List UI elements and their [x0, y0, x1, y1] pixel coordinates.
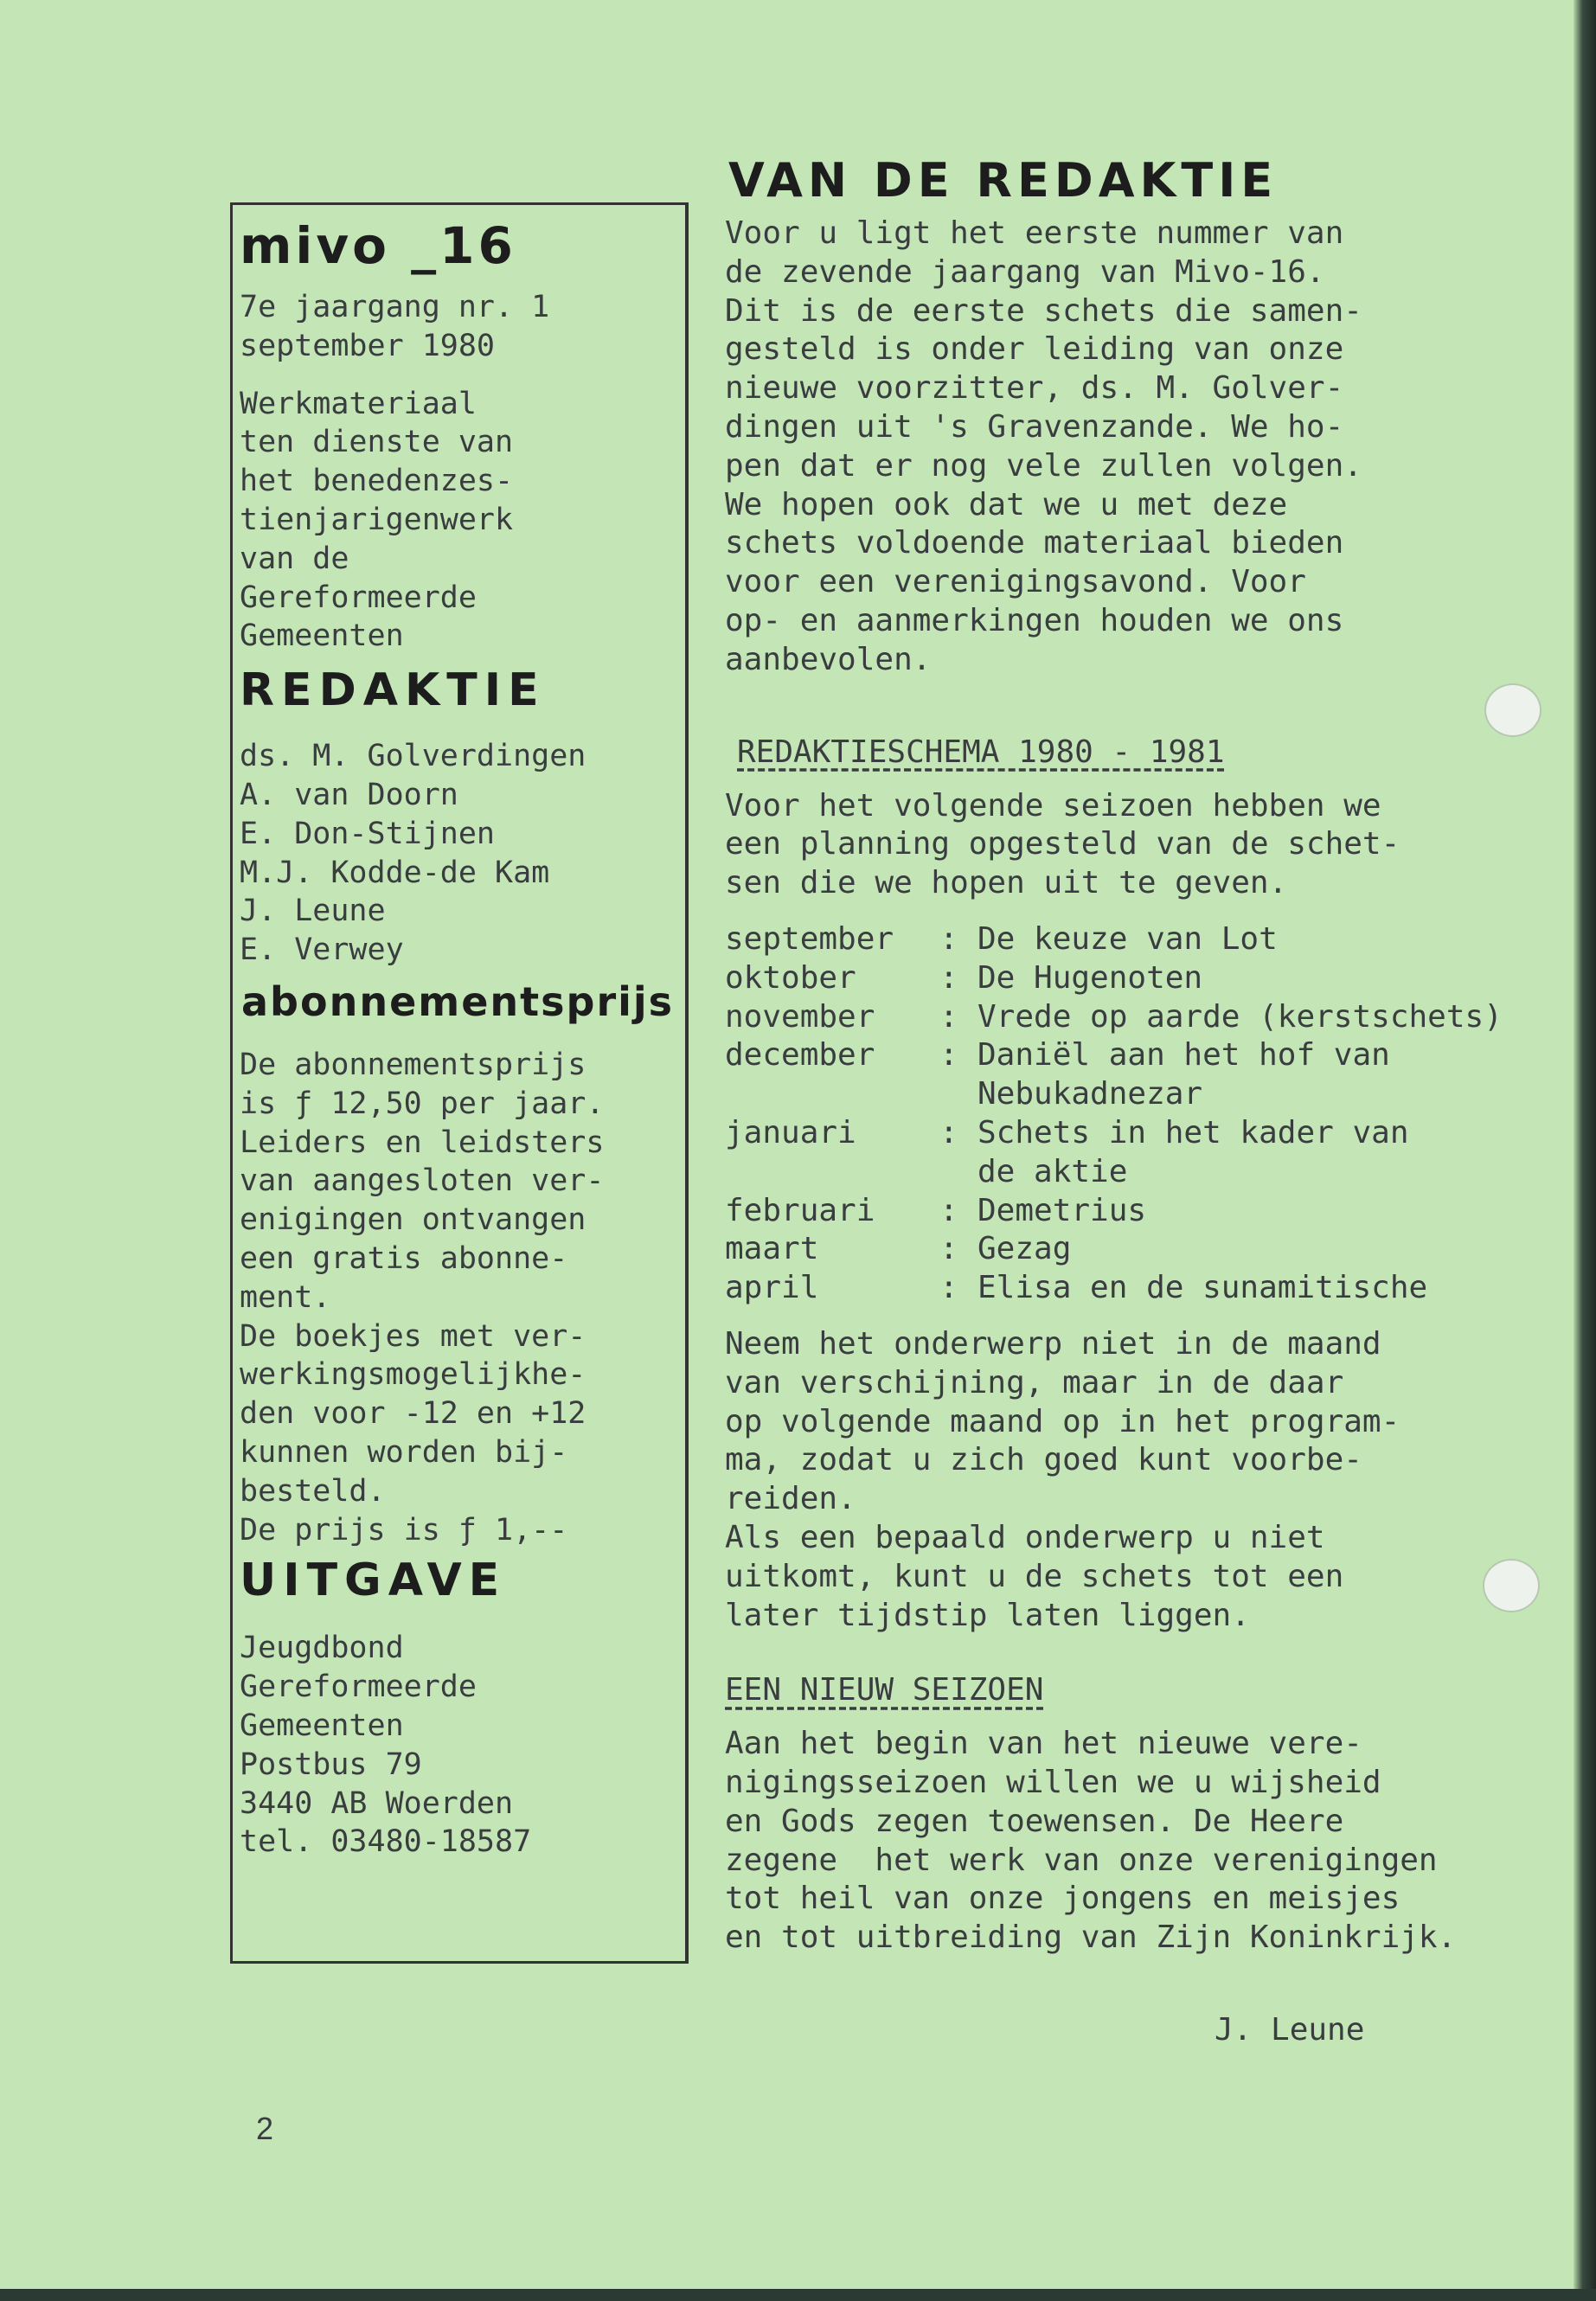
schedule-colon: :: [939, 959, 977, 996]
schedule-topic: De keuze van Lot: [977, 920, 1278, 957]
main-heading: VAN DE REDAKTIE: [728, 153, 1279, 208]
schedule-row: [725, 1036, 1503, 1114]
schedule-month: december: [725, 1037, 875, 1074]
schema-heading: REDAKTIESCHEMA 1980 - 1981: [737, 734, 1225, 770]
page-number: 2: [256, 2111, 274, 2146]
schedule-row: [725, 920, 1503, 959]
schedule-topic: De Hugenoten: [977, 959, 1203, 996]
schedule-month: april: [725, 1270, 819, 1306]
uitgave-heading: UITGAVE: [240, 1554, 507, 1607]
schedule-table: [725, 920, 1503, 1308]
schedule-row: [725, 1269, 1503, 1308]
main-column: [725, 147, 1503, 1958]
season-paragraph: Aan het begin van het nieuwe vere- nigingsseizoen willen we u wijsheid en Gods zegen toewensen. De Heere zegene het werk van onze verenigingen tot heil van onze jongens en meisjes en tot uitbreiding van Zijn Koninkrijk.: [725, 1726, 1457, 1956]
schedule-topic: Vrede op aarde (kerstschets): [977, 998, 1503, 1035]
schedule-topic: Demetrius: [977, 1192, 1147, 1228]
info-sidebar-box: [230, 202, 689, 1964]
schedule-note: Neem het onderwerp niet in de maand van verschijning, maar in de daar op volgende maand op in het program- ma, zodat u zich goed kunt voorbe- reiden. Als een bepaald onderwerp u niet uitkomt, kunt u de schets tot een later tijdstip laten liggen.: [725, 1325, 1401, 1633]
abonnement-heading: abonnementsprijs: [241, 977, 675, 1025]
schedule-month: november: [725, 998, 875, 1035]
page-edge-shadow: [1574, 0, 1596, 2301]
schedule-month: maart: [725, 1231, 819, 1267]
magazine-title: mivo _16: [240, 216, 516, 275]
season-heading: EEN NIEUW SEIZOEN: [725, 1672, 1044, 1708]
schedule-month: januari: [725, 1114, 856, 1150]
schedule-row: [725, 1114, 1503, 1192]
schedule-row: [725, 959, 1503, 998]
schedule-topic: Daniël aan het hof van Nebukadnezar: [977, 1037, 1390, 1112]
redaktie-heading: REDAKTIE: [240, 664, 546, 717]
schedule-month: oktober: [725, 959, 856, 996]
schedule-month: februari: [725, 1192, 875, 1228]
schedule-row: [725, 998, 1503, 1037]
schedule-topic: Gezag: [977, 1231, 1072, 1267]
schedule-colon: :: [939, 998, 977, 1035]
schema-intro: Voor het volgende seizoen hebben we een planning opgesteld van de schet- sen die we hopen uit te geven.: [725, 787, 1401, 901]
abonnement-text: De abonnementsprijs is ƒ 12,50 per jaar. Leiders en leidsters van aangesloten ver- enigingen ontvangen een gratis abonne- ment. De boekjes met ver- werkingsmogelijkhe- den voor -12 en +12 kunnen worden bij- besteld. De prijs is ƒ 1,--: [240, 1047, 605, 1548]
page-bottom-edge: [0, 2289, 1596, 2301]
schedule-month: september: [725, 920, 894, 957]
schedule-row: [725, 1192, 1503, 1231]
schedule-colon: :: [939, 1114, 977, 1150]
schedule-row: [725, 1230, 1503, 1269]
schedule-colon: :: [939, 920, 977, 957]
issue-info: 7e jaargang nr. 1 september 1980: [240, 290, 550, 363]
schedule-colon: :: [939, 1270, 977, 1306]
redaktie-members: ds. M. Golverdingen A. van Doorn E. Don-Stijnen M.J. Kodde-de Kam J. Leune E. Verwey: [240, 739, 586, 968]
intro-paragraph: Voor u ligt het eerste nummer van de zevende jaargang van Mivo-16. Dit is de eerste schets die samen- gesteld is onder leiding van onze nieuwe voorzitter, ds. M. Golver- dingen uit 's Gravenzande. We ho- pen dat er nog vele zullen volgen. We hopen ook dat we u met deze schets voldoende materiaal bieden voor een verenigingsavond. Voor op- en aanmerkingen houden we ons aanbevolen.: [725, 215, 1362, 677]
schedule-colon: :: [939, 1037, 977, 1074]
uitgave-address: Jeugdbond Gereformeerde Gemeenten Postbus 79 3440 AB Woerden tel. 03480-18587: [240, 1631, 532, 1860]
schedule-colon: :: [939, 1231, 977, 1267]
schedule-topic: Schets in het kader van de aktie: [977, 1114, 1409, 1189]
signature: J. Leune: [1215, 2012, 1365, 2048]
magazine-description: Werkmateriaal ten dienste van het benedenzes- tienjarigenwerk van de Gereformeerde Gemeenten: [240, 386, 514, 654]
schedule-topic: Elisa en de sunamitische: [977, 1270, 1428, 1306]
schedule-colon: :: [939, 1192, 977, 1228]
